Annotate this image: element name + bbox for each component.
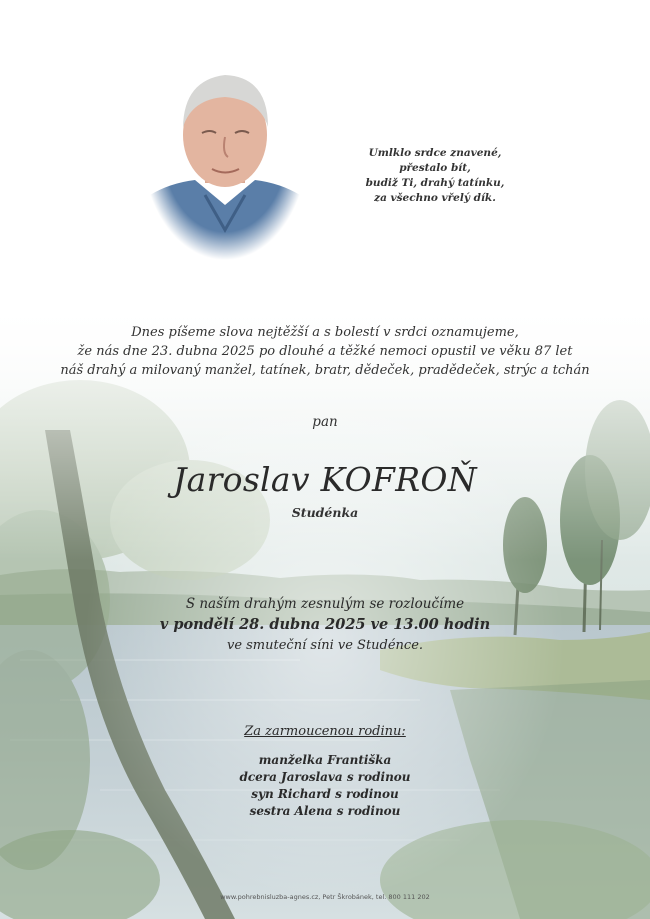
announcement-line: náš drahý a milovaný manžel, tatínek, bratr, dědeček, pradědeček, strýc a tchán bbox=[60, 363, 590, 378]
family-member: dcera Jaroslava s rodinou bbox=[239, 770, 411, 784]
announcement-text bbox=[40, 323, 610, 380]
family-member: sestra Alena s rodinou bbox=[249, 804, 401, 818]
announcement-line: že nás dne 23. dubna 2025 po dlouhé a těžké nemoci opustil ve věku 87 let bbox=[77, 344, 573, 359]
title-word: pan bbox=[312, 414, 338, 430]
footer-contact: www.pohrebnisluzba-agnes.cz, Petr Škrobánek, tel. 800 111 202 bbox=[220, 893, 430, 901]
announcement-line: Dnes píšeme slova nejtěžší a s bolestí v srdci oznamujeme, bbox=[131, 325, 519, 340]
memorial-poem bbox=[360, 146, 510, 206]
funeral-date-time: v pondělí 28. dubna 2025 ve 13.00 hodin bbox=[159, 616, 491, 633]
family-list bbox=[200, 752, 450, 820]
funeral-info bbox=[100, 594, 550, 655]
funeral-line-1: S naším drahým zesnulým se rozloučíme bbox=[185, 596, 465, 612]
poem-line: Umlklo srdce znavené, bbox=[368, 147, 502, 159]
poem-line: budiž Ti, drahý tatínku, bbox=[365, 177, 505, 189]
deceased-name: Jaroslav KOFROŇ bbox=[173, 460, 477, 499]
poem-line: za všechno vřelý dík. bbox=[374, 192, 496, 204]
funeral-location: ve smuteční síni ve Studénce. bbox=[226, 638, 424, 653]
family-heading: Za zarmoucenou rodinu: bbox=[244, 724, 406, 739]
deceased-place: Studénka bbox=[291, 505, 359, 520]
family-member: manželka Františka bbox=[258, 753, 392, 767]
poem-line: přestalo bít, bbox=[399, 162, 471, 174]
family-member: syn Richard s rodinou bbox=[251, 787, 399, 801]
